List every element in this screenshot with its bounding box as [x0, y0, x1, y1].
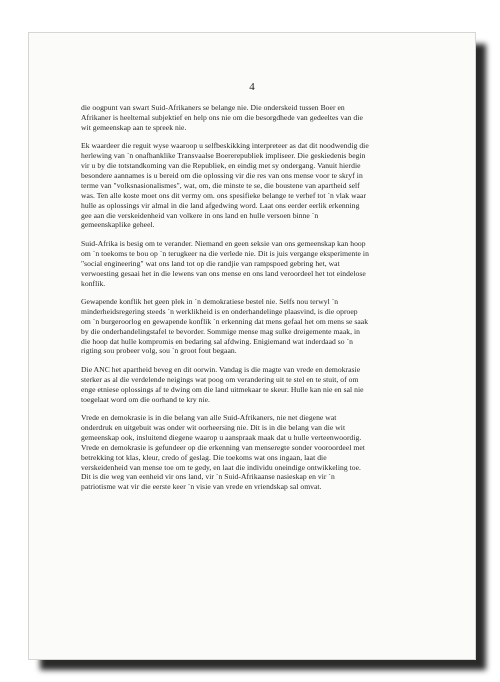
text-line: hulle as oplossings vir almal in die land afgedwing word. Laat ons eerder eerlik erkenning	[81, 200, 360, 210]
text-line: konflik.	[81, 278, 106, 288]
text-line: terme van "volksnasionalismes", wat, om, die minste te se, die boustene van apartheid self	[81, 180, 360, 190]
text-line: Vrede en demokrasie is gefundeer op die erkenning van menseregte sonder vooroordeel met	[81, 442, 365, 452]
text-line: gemeenskap ook, insluitend diegene waarop u aanspraak maak dat u hulle verteenwoordig.	[81, 432, 362, 442]
text-line: gee aan die verskeidenheid van volkere in ons land en hulle versoen binne `n	[81, 210, 319, 220]
text-line: verskeidenheid van mense toe om te gedy, en laat die individu oneindige ontwikkeling toe.	[81, 462, 362, 472]
text-line: vir u by die totstandkoming van die Republiek, en eindig met sy ondergang. Vanuit hierdie	[81, 161, 361, 171]
text-line: gemeenskaplike geheel.	[81, 220, 155, 230]
text-line: Suid-Afrika is besig om te verander. Niemand en geen seksie van ons gemeenskap kan hoop	[81, 238, 366, 248]
document-page	[28, 32, 476, 660]
page-number: 4	[249, 81, 255, 93]
text-line: minderheidsregering steeds `n werklikheid is en onderhandelinge plaasvind, is die oproep	[81, 306, 358, 316]
paragraph	[81, 297, 427, 356]
letter-body	[81, 103, 427, 501]
text-line: verwoesting gesaai het in die lewens van ons mense en ons land veroordeel het tot eindelose	[81, 268, 366, 278]
text-line: Ek waardeer die reguit wyse waaroop u selfbeskikking interpreteer as dat dit noodwendig die	[81, 141, 369, 151]
text-line: wit gemeenskap aan te spreek nie.	[81, 122, 187, 132]
paragraph	[81, 141, 427, 230]
text-line: besondere aannames is u bereid om die oplossing vir die res van ons mense voor te skryf in	[81, 170, 363, 180]
text-line: herlewing van `n onafhanklike Transvaalse Boererepubliek impliseer. Die geskiedenis begin	[81, 151, 366, 161]
text-line: Die ANC het apartheid beveg en dit oorwin. Vandag is die magte van vrede en demokrasie	[81, 364, 361, 374]
text-line: die hoop dat hulle kompromis en bedaring sal afdwing. Enigiemand wat inderdaad so `n	[81, 336, 354, 346]
text-line: die oogpunt van swart Suid-Afrikaners se belange nie. Die onderskeid tussen Boer en	[81, 103, 345, 112]
text-line: Dit is die weg van eenheid vir ons land, vir `n Suid-Afrikaanse nasieskap en vir `n	[81, 472, 335, 482]
text-line: enge etniese oplossings af te dwing om die land uitmekaar te skeur. Hulle kan nie en sal nie	[81, 384, 364, 394]
text-line: was. Ten alle koste moet ons dit vermy om. ons spesifieke belange te verhef tot `n vlak waar	[81, 190, 367, 200]
text-line: betrekking tot klas, kleur, credo of geslag. Die toekoms wat ons ingaan, laat die	[81, 452, 327, 462]
text-line: Afrikaner is heeltemal subjektief en help ons nie om die besorgdhede van gedeeltes van die	[81, 112, 363, 122]
text-line: sterker as al die verdelende neigings wat poog om verandering uit te stel en te stuit, of om	[81, 374, 359, 384]
paragraph	[81, 239, 427, 289]
paragraph	[81, 103, 427, 133]
text-line: Gewapende konflik het geen plek in `n demokratiese bestel nie. Selfs nou terwyl `n	[81, 296, 339, 306]
text-line: om `n burgeroorlog en gewapende konflik `n erkenning dat mens gefaal het om mens se saak	[81, 316, 369, 326]
text-line: by die onderhandelingstafel te bevorder. Sommige mense mag sulke dreigemente maak, in	[81, 326, 361, 336]
text-line: rigting sou probeer volg, sou `n groot fout begaan.	[81, 346, 237, 356]
text-line: om `n toekoms te bou op `n terugkeer na die verlede nie. Dit is juis vergange eksperimente in	[81, 248, 369, 258]
paragraph	[81, 413, 427, 492]
text-line: Vrede en demokrasie is in die belang van alle Suid-Afrikaners, nie net diegene wat	[81, 412, 337, 422]
paragraph	[81, 365, 427, 405]
text-line: "social engineering" wat ons land tot op die randjie van rampspoed gebring het, wat	[81, 258, 340, 268]
text-line: patriotisme wat vir die eerste keer `n visie van vrede en vriendskap sal omvat.	[81, 482, 322, 492]
text-line: toegelaat word om die oorhand te kry nie.	[81, 394, 210, 404]
text-line: onderdruk en uitgebuit was onder wit oorheersing nie. Dit is in die belang van die wit	[81, 422, 346, 432]
